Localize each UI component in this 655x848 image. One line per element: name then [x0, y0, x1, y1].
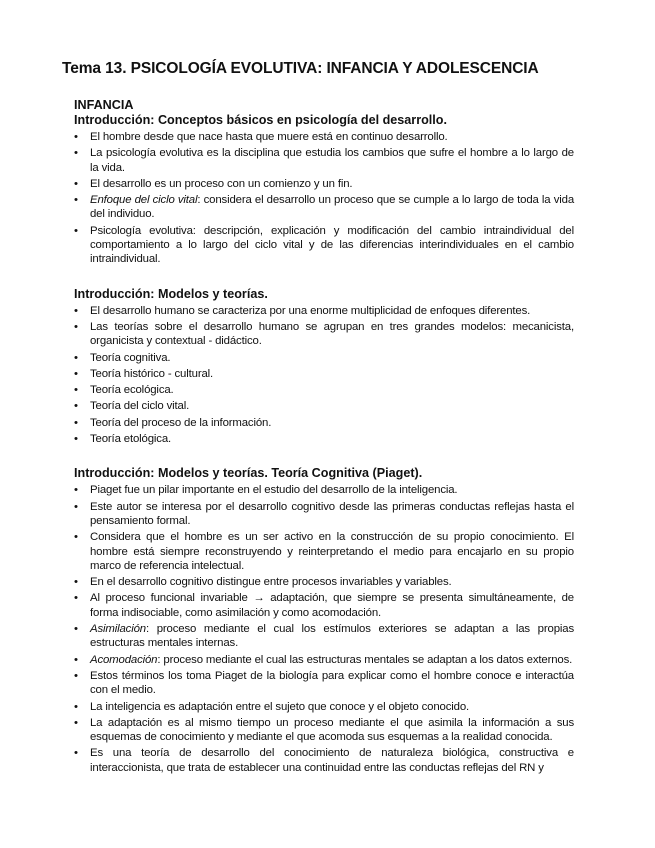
bullet-icon: •: [74, 384, 78, 397]
list-item: [74, 399, 574, 413]
bullet-icon: •: [74, 131, 78, 143]
list-item: [74, 351, 574, 365]
bullet-icon: •: [74, 177, 78, 190]
bullet-list: [74, 130, 574, 267]
list-item: [74, 367, 574, 381]
list-item: [74, 500, 574, 529]
bullet-icon: •: [74, 320, 78, 333]
document-body: [74, 98, 574, 777]
part-heading: INFANCIA: [74, 98, 134, 112]
item-text: Este autor se interesa por el desarrollo cognitivo desde las primeras conductas reflejas hasta el pensamiento formal.: [90, 500, 574, 527]
item-text: Teoría cognitiva.: [90, 351, 171, 364]
item-text: En el desarrollo cognitivo distingue entre procesos invariables y variables.: [90, 576, 452, 589]
item-text: Psicología evolutiva: descripción, explicación y modificación del cambio intraindividual del comportamiento a lo largo del ciclo vital y de las diferencias interindividuales en el cambio intraindividual.: [90, 224, 574, 266]
list-item: [74, 304, 574, 318]
section-2: [74, 287, 574, 447]
item-text: Al proceso funcional invariable → adaptación, que siempre se presenta simultáneamente, de forma indisociable, como asimilación y como acomodación.: [90, 592, 574, 619]
item-text: Es una teoría de desarrollo del conocimiento de naturaleza biológica, constructiva e interaccionista, que trata de establecer una continuidad entre las conductas reflejas del RN y: [90, 747, 574, 774]
list-item: [74, 591, 574, 620]
bullet-icon: •: [74, 194, 78, 207]
list-item: [74, 575, 574, 589]
list-item: [74, 483, 574, 497]
list-item: [74, 193, 574, 222]
bullet-icon: •: [74, 367, 78, 380]
item-text: El desarrollo es un proceso con un comienzo y un fin.: [90, 177, 353, 190]
bullet-icon: •: [74, 433, 78, 446]
bullet-icon: •: [74, 224, 78, 237]
bullet-icon: •: [74, 531, 78, 544]
bullet-icon: •: [74, 716, 78, 729]
list-item: [74, 383, 574, 397]
item-text: Piaget fue un pilar importante en el estudio del desarrollo de la inteligencia.: [90, 484, 458, 497]
list-item: [74, 716, 574, 745]
list-item: [74, 746, 574, 775]
bullet-icon: •: [74, 653, 78, 666]
item-text: Estos términos los toma Piaget de la biología para explicar como el hombre conoce e interactúa con el medio.: [90, 669, 574, 697]
item-text: El desarrollo humano se caracteriza por una enorme multiplicidad de enfoques diferentes.: [90, 304, 531, 317]
section-heading: Introducción: Modelos y teorías.: [74, 286, 268, 301]
bullet-icon: •: [74, 700, 78, 713]
bullet-icon: •: [74, 147, 78, 160]
bullet-icon: •: [74, 304, 78, 317]
list-item: [74, 653, 574, 667]
item-text: : proceso mediante el cual las estructuras mentales se adaptan a los datos externos.: [157, 653, 573, 666]
bullet-icon: •: [74, 500, 78, 513]
bullet-icon: •: [74, 747, 78, 760]
item-text: Teoría etológica.: [90, 433, 172, 446]
item-text: Teoría del ciclo vital.: [90, 400, 190, 413]
item-text: Considera que el hombre es un ser activo en la construcción de su propio conocimiento. El hombre está siempre reconstruyendo y reinterpretando el medio para encajarlo en su propio marco de referencia intelectual.: [90, 531, 574, 572]
item-text: : considera el desarrollo un proceso que se cumple a lo largo de toda la vida del individuo.: [90, 194, 575, 221]
item-text: : proceso mediante el cual los estímulos exteriores se adaptan a las propias estructuras mentales internas.: [90, 623, 574, 650]
page-title: Tema 13. PSICOLOGÍA EVOLUTIVA: INFANCIA Y ADOLESCENCIA: [62, 60, 539, 77]
section-3: [74, 466, 574, 775]
bullet-icon: •: [74, 416, 78, 429]
bullet-icon: •: [74, 623, 78, 636]
item-term: Asimilación: [90, 623, 146, 636]
list-item: [74, 177, 574, 191]
list-item: [74, 130, 574, 144]
item-text: La inteligencia es adaptación entre el sujeto que conoce y el objeto conocido.: [90, 700, 470, 713]
bullet-icon: •: [74, 592, 78, 605]
list-item: [74, 224, 574, 267]
section-heading: Introducción: Modelos y teorías. Teoría Cognitiva (Piaget).: [74, 466, 423, 481]
item-text: El hombre desde que nace hasta que muere está en continuo desarrollo.: [90, 131, 448, 143]
item-text: Teoría del proceso de la información.: [90, 416, 272, 429]
list-item: [74, 700, 574, 714]
list-item: [74, 669, 574, 698]
list-item: [74, 146, 574, 175]
bullet-icon: •: [74, 484, 78, 497]
list-item: [74, 320, 574, 349]
section-1: [74, 113, 574, 267]
item-term: Enfoque del ciclo vital: [90, 194, 198, 207]
item-text: Teoría ecológica.: [90, 384, 174, 397]
bullet-icon: •: [74, 669, 78, 682]
list-item: [74, 416, 574, 430]
item-text: La psicología evolutiva es la disciplina que estudia los cambios que sufre el hombre a lo largo de la vida.: [90, 147, 574, 174]
item-text: Teoría histórico - cultural.: [90, 367, 214, 380]
bullet-icon: •: [74, 400, 78, 413]
section-heading: Introducción: Conceptos básicos en psicología del desarrollo.: [74, 113, 447, 127]
list-item: [74, 432, 574, 446]
sections-container: [74, 113, 574, 775]
bullet-list: [74, 304, 574, 447]
item-text: Las teorías sobre el desarrollo humano se agrupan en tres grandes modelos: mecanicista, organicista y contextual - didáctico.: [90, 320, 574, 348]
item-text: La adaptación es al mismo tiempo un proceso mediante el que asimila la información a sus esquemas de conocimiento y mediante el que acomoda sus esquemas a la realidad conocida.: [90, 716, 574, 744]
list-item: [74, 622, 574, 651]
list-item: [74, 530, 574, 573]
bullet-icon: •: [74, 576, 78, 589]
item-term: Acomodación: [90, 653, 158, 666]
bullet-icon: •: [74, 351, 78, 364]
bullet-list: [74, 483, 574, 775]
